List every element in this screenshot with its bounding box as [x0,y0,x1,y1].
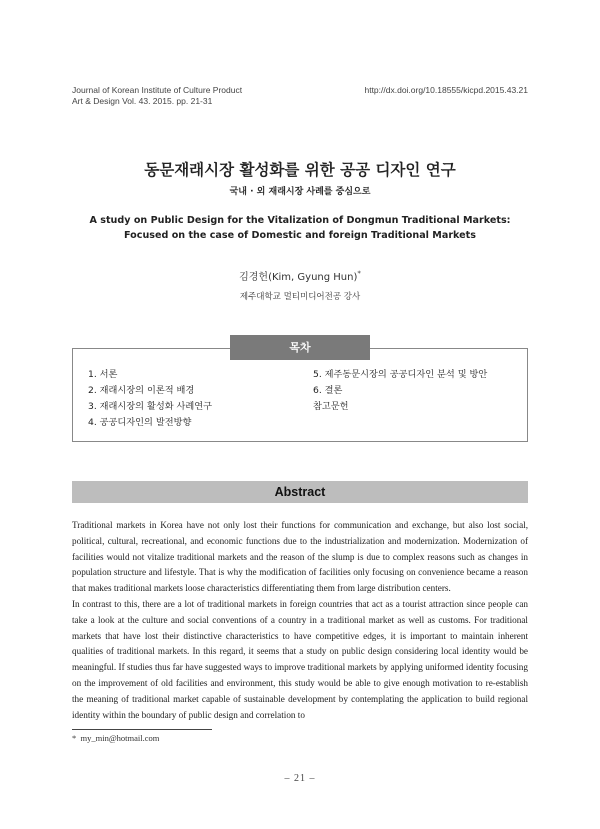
author-name [0,268,600,283]
toc-item: 5. 제주동문시장의 공공디자인 분석 및 방안 [313,369,488,380]
doi-link[interactable]: http://dx.doi.org/10.18555/kicpd.2015.43.21 [364,85,528,95]
abstract-body [72,518,528,723]
abstract-paragraph: In contrast to this, there are a lot of traditional markets in foreign countries that act as a tourist attraction since people can take a look at the culture and social conventions of a country in a traditional market as well as customs. For traditional markets that have lost their distinctive characteristics to have competitive edges, it is important to maintain inherent qualities of traditional markets. In this regard, it seems that a study on public design considering local identity would be meaningful. If studies thus far have suggested ways to improve traditional markets by applying uniformed identity focusing on the improvement of old facilities and environment, this study would be able to give enough motivation to re-establish the meaning of traditional market capable of sustainable development by contemplating the application to build regional identity within the boundary of public design and correlation to [72,598,528,720]
journal-info [72,85,242,107]
journal-volume: Art & Design Vol. 43. 2015. pp. 21-31 [72,96,213,106]
toc-label: 목차 [230,335,370,360]
toc-item: 3. 재래시장의 활성화 사례연구 [88,401,213,412]
toc-item: 2. 재래시장의 이론적 배경 [88,385,195,396]
toc-item: 참고문헌 [313,401,349,412]
toc-right-column [313,367,487,415]
toc-item: 4. 공공디자인의 발전방향 [88,417,192,428]
title-en-line2: Focused on the case of Domestic and foreign Traditional Markets [124,230,476,241]
abstract-heading: Abstract [72,481,528,503]
paper-subtitle-korean: 국내 · 외 재래시장 사례를 중심으로 [229,187,371,197]
footnote-divider [72,729,212,730]
toc-item: 1. 서론 [88,369,118,380]
page-number: – 21 – [284,773,316,784]
journal-name: Journal of Korean Institute of Culture Product [72,85,243,95]
toc-item: 6. 결론 [313,385,343,396]
paper-title-english [0,213,600,243]
footnote-mark: * [72,733,77,743]
author-text: 김경헌(Kim, Gyung Hun) [239,272,358,283]
abstract-paragraph: Traditional markets in Korea have not only lost their functions for communication and exchange, but also lost social, political, cultural, recreational, and economic functions due to the industrialization and modernization. Modernization of facilities would not vitalize traditional markets and the reason of the slump is due to complex reasons such as changes in population structure and lifestyle. That is why the modification of facilities only focusing on convenience became a reason that makes traditional markets loose characteristics differentiating them from large distribution centers. [72,520,528,594]
author-affiliation: 제주대학교 멀티미디어전공 강사 [239,292,361,302]
author-footnote-mark: * [357,269,361,278]
paper-title-korean: 동문재래시장 활성화를 위한 공공 디자인 연구 [144,161,456,179]
toc-left-column [88,367,212,431]
title-en-line1: A study on Public Design for the Vitalization of Dongmun Traditional Markets: [89,215,511,226]
footnote-email: my_min@hotmail.com [80,733,160,743]
footnote [72,733,159,743]
